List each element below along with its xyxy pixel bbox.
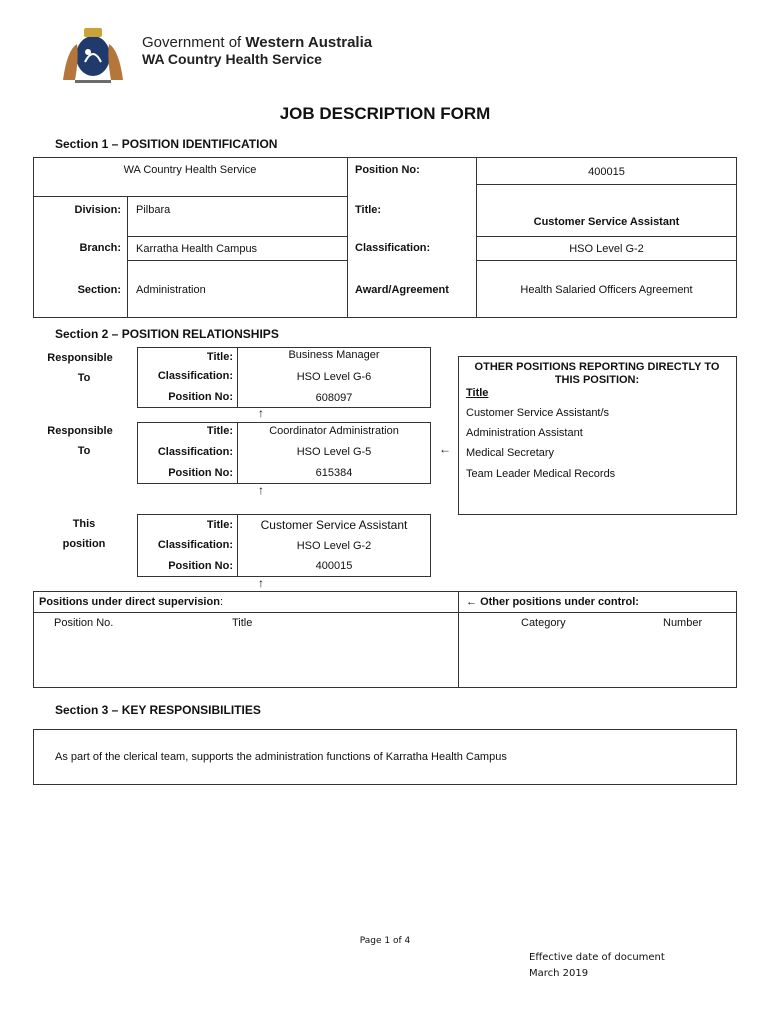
box3-position-no: 400015 <box>315 560 353 572</box>
supervision-col-title: Title <box>232 617 253 629</box>
org-name-line2: WA Country Health Service <box>142 51 322 67</box>
page-title: JOB DESCRIPTION FORM <box>279 104 491 123</box>
box3-title-label: Title: <box>206 519 233 531</box>
box2-classification-label: Classification: <box>157 446 233 458</box>
award-label: Award/Agreement <box>355 284 449 296</box>
box2-title-label: Title: <box>206 425 233 437</box>
effective-date-label: Effective date of document <box>529 952 665 963</box>
wa-government-crest-logo <box>55 22 131 84</box>
title-label: Title: <box>355 204 382 216</box>
other-position-item: Medical Secretary <box>466 447 555 459</box>
effective-date-value: March 2019 <box>529 968 589 979</box>
branch-value: Karratha Health Campus <box>136 243 258 255</box>
box2-position-no-label: Position No: <box>168 467 233 479</box>
box1-title-label: Title: <box>206 351 233 363</box>
other-position-item: Team Leader Medical Records <box>466 468 616 480</box>
title-value: Customer Service Assistant <box>533 216 680 228</box>
division-label: Division: <box>74 204 121 216</box>
position-no-value: 400015 <box>588 166 625 178</box>
service-name: WA Country Health Service <box>123 164 257 176</box>
to-label-2: To <box>77 445 91 457</box>
other-position-item: Administration Assistant <box>466 427 583 439</box>
box3-title: Customer Service Assistant <box>260 518 408 532</box>
box1-classification: HSO Level G-6 <box>296 371 372 383</box>
section3-heading: Section 3 – KEY RESPONSIBILITIES <box>55 703 261 717</box>
section1-heading: Section 1 – POSITION IDENTIFICATION <box>55 137 278 151</box>
division-value: Pilbara <box>136 204 171 216</box>
section2-heading: Section 2 – POSITION RELATIONSHIPS <box>55 327 279 341</box>
supervision-col-position-no: Position No. <box>54 617 114 629</box>
to-label-1: To <box>77 372 91 384</box>
box2-position-no: 615384 <box>315 467 353 479</box>
other-control-label: ← Other positions under control: <box>466 596 639 608</box>
box1-position-no-label: Position No: <box>168 391 233 403</box>
classification-label: Classification: <box>355 242 431 254</box>
section-value: Administration <box>136 284 206 296</box>
section-label: Section: <box>77 284 121 296</box>
org-name-line1: Government of Western Australia <box>142 34 373 51</box>
arrow-left-icon: ← <box>466 596 477 608</box>
branch-label: Branch: <box>79 242 121 254</box>
key-responsibilities-text: As part of the clerical team, supports the administration functions of Karratha Health Campus <box>55 751 507 763</box>
other-positions-heading: OTHER POSITIONS REPORTING DIRECTLY TO THIS POSITION: <box>474 361 720 386</box>
position-label: position <box>62 538 106 550</box>
box2-title: Coordinator Administration <box>269 425 399 437</box>
arrow-up-icon: ↑ <box>258 406 264 420</box>
other-position-item: Customer Service Assistant/s <box>466 407 610 419</box>
page-number: Page 1 of 4 <box>359 936 411 946</box>
box1-position-no: 608097 <box>315 392 353 404</box>
arrow-left-icon: ← <box>439 442 451 456</box>
box1-title: Business Manager <box>288 349 380 361</box>
classification-value: HSO Level G-2 <box>569 243 644 255</box>
box1-classification-label: Classification: <box>157 370 233 382</box>
this-label: This <box>72 518 96 530</box>
other-control-col-category: Category <box>521 617 566 629</box>
arrow-up-icon: ↑ <box>258 483 264 497</box>
other-positions-title-header: Title <box>466 387 489 399</box>
supervision-label: Positions under direct supervision: <box>39 596 223 608</box>
position-no-label: Position No: <box>355 164 420 176</box>
other-control-col-number: Number <box>663 617 703 629</box>
box3-position-no-label: Position No: <box>168 560 233 572</box>
responsible-label-2: Responsible <box>47 425 113 437</box>
box3-classification-label: Classification: <box>157 539 233 551</box>
responsible-label-1: Responsible <box>47 352 113 364</box>
arrow-up-icon: ↑ <box>258 576 264 590</box>
box2-classification: HSO Level G-5 <box>296 446 372 458</box>
box3-classification: HSO Level G-2 <box>296 540 372 552</box>
award-value: Health Salaried Officers Agreement <box>520 284 693 296</box>
